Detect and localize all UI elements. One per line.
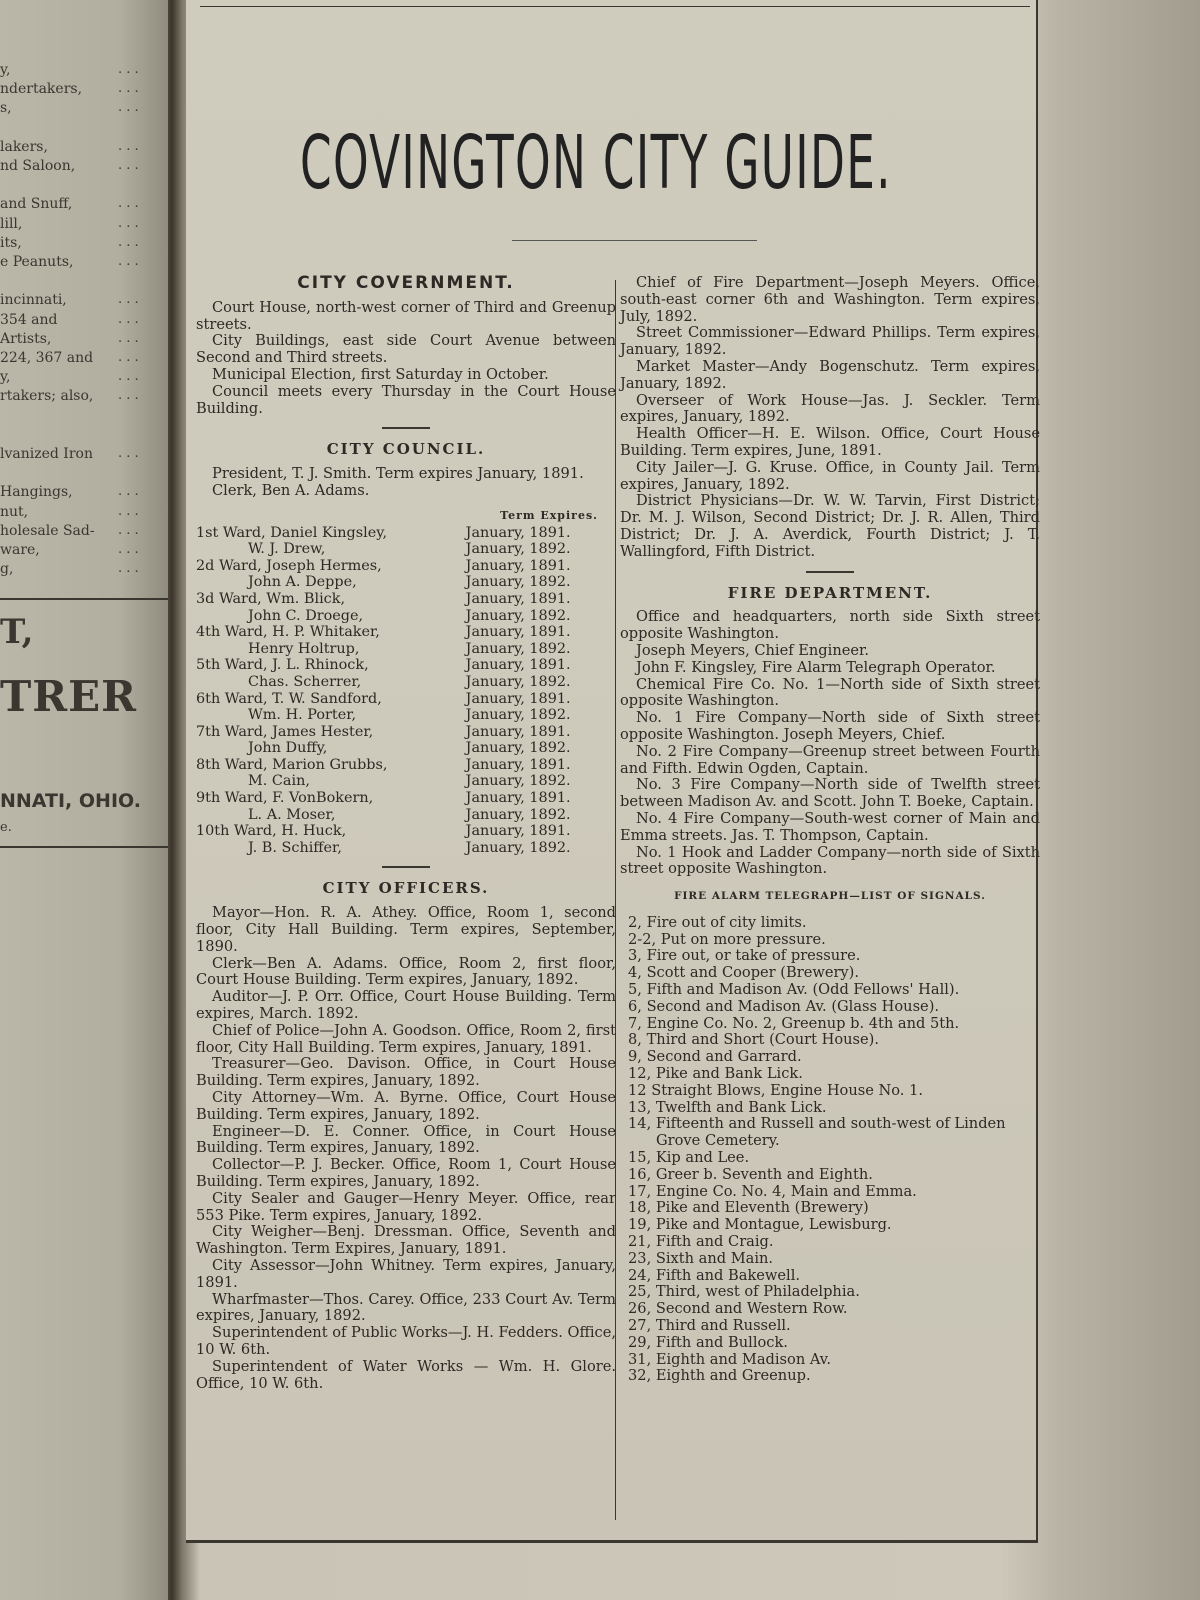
alarm-signal: 15, Kip and Lee. (628, 1149, 750, 1167)
council-term: January, 1891. (465, 557, 571, 574)
alarm-signal: 14, Fifteenth and Russell and south-west of Linden Grove Cemetery. (628, 1115, 1006, 1150)
alarm-signal: 31, Eighth and Madison Av. (628, 1350, 831, 1368)
council-term: January, 1891. (465, 690, 571, 707)
left-page-leader: . . . (118, 215, 139, 231)
council-term: January, 1892. (465, 541, 571, 558)
left-page-leader: . . . (118, 446, 139, 461)
left-page-line: nd Saloon, (0, 158, 76, 174)
left-page-line: incinnati, (0, 292, 67, 309)
section-rule-2 (382, 866, 430, 868)
council-row (196, 773, 612, 790)
left-page-leader: . . . (118, 484, 139, 500)
council-term: January, 1892. (465, 806, 571, 823)
alarm-signal: 26, Second and Western Row. (628, 1300, 848, 1318)
officer-entry: City Sealer and Gauger—Henry Meyer. Office, rear 553 Pike. Term expires, January, 1892. (196, 1189, 616, 1224)
left-page-line: lill, (0, 215, 23, 232)
officer-entry: Clerk—Ben A. Adams. Office, Room 2, first floor, Court House Building. Term expires, January, 1892. (196, 954, 616, 989)
alarm-signal: 29, Fifth and Bullock. (628, 1333, 788, 1351)
left-page-leader: . . . (118, 561, 139, 577)
council-member: W. J. Drew, (248, 541, 326, 558)
city-officers-heading: CITY OFFICERS. (322, 879, 490, 898)
council-row (196, 624, 612, 641)
council-term: January, 1892. (465, 640, 571, 657)
officer-entry: Chief of Police—John A. Goodson. Office, Room 2, first floor, City Hall Building. Term expires, January, 1891. (196, 1021, 616, 1056)
fire-department-entry: Chemical Fire Co. No. 1—North side of Sixth street opposite Washington. (620, 675, 1040, 710)
council-term: January, 1891. (465, 790, 571, 807)
council-row (196, 691, 612, 708)
council-row (196, 591, 612, 608)
left-page-leader: . . . (118, 292, 139, 308)
alarm-signal: 13, Twelfth and Bank Lick. (628, 1098, 827, 1116)
alarm-signal: 25, Third, west of Philadelphia. (628, 1283, 860, 1301)
left-page-line: lvanized Iron (0, 446, 93, 462)
council-row (196, 840, 612, 857)
section-rule (382, 427, 430, 429)
right-officers-list (620, 275, 1040, 561)
right-column (620, 275, 1040, 1385)
alarm-signal: 17, Engine Co. No. 4, Main and Emma. (628, 1182, 917, 1200)
left-page-line: and Snuff, (0, 196, 73, 213)
council-term: January, 1891. (465, 756, 571, 773)
alarm-signal: 2-2, Put on more pressure. (628, 930, 826, 948)
left-page-line: 354 and (0, 311, 58, 328)
alarm-signal: 6, Second and Madison Av. (Glass House). (628, 997, 940, 1015)
government-paragraph: Municipal Election, first Saturday in October. (212, 365, 549, 383)
left-page-leader: . . . (118, 254, 139, 269)
left-page-line: y, (0, 62, 11, 78)
council-row (196, 657, 612, 674)
left-page-line: 224, 367 and (0, 350, 94, 366)
council-term: January, 1891. (465, 590, 571, 607)
officer-entry: Chief of Fire Department—Joseph Meyers. Office, south-east corner 6th and Washington. Term expires, July, 1892. (620, 274, 1040, 325)
left-page-leader: . . . (118, 369, 139, 385)
fire-department-entry: Office and headquarters, north side Sixth street opposite Washington. (620, 608, 1040, 643)
alarm-signal: 18, Pike and Eleventh (Brewery) (628, 1199, 869, 1217)
left-page-leader: . . . (118, 81, 139, 97)
alarm-signal: 19, Pike and Montague, Lewisburg. (628, 1216, 892, 1234)
council-member: Wm. H. Porter, (248, 707, 357, 724)
page-title: COVINGTON CITY GUIDE. (300, 120, 892, 206)
left-column (196, 275, 616, 1392)
government-paragraph: City Buildings, east side Court Avenue between Second and Third streets. (196, 332, 616, 367)
top-rule (200, 6, 1030, 7)
left-page-line: g, (0, 561, 14, 578)
alarm-signal: 21, Fifth and Craig. (628, 1233, 774, 1251)
council-row (196, 541, 612, 558)
alarm-signal: 32, Eighth and Greenup. (628, 1367, 811, 1385)
officer-entry: Overseer of Work House—Jas. J. Seckler. Term expires, January, 1892. (620, 391, 1040, 426)
fire-department-entry: No. 1 Hook and Ladder Company—north side of Sixth street opposite Washington. (620, 843, 1040, 878)
officer-entry: City Attorney—Wm. A. Byrne. Office, Court House Building. Term expires, January, 1892. (196, 1089, 616, 1123)
council-term: January, 1892. (465, 740, 571, 757)
alarm-signal: 12 Straight Blows, Engine House No. 1. (628, 1081, 924, 1099)
left-page-line: ndertakers, (0, 81, 83, 98)
alarm-signal: 23, Sixth and Main. (628, 1249, 774, 1267)
fire-alarm-heading: FIRE ALARM TELEGRAPH—LIST OF SIGNALS. (674, 890, 986, 903)
left-page-leader: . . . (118, 522, 139, 538)
officer-entry: Superintendent of Water Works — Wm. H. Glore. Office, 10 W. 6th. (196, 1357, 616, 1392)
council-member: 10th Ward, H. Huck, (196, 823, 347, 840)
council-member: Henry Holtrup, (248, 640, 360, 657)
council-member: 9th Ward, F. VonBokern, (196, 790, 374, 807)
council-member: 4th Ward, H. P. Whitaker, (196, 624, 380, 641)
alarm-signal: 9, Second and Garrard. (628, 1048, 802, 1066)
alarm-signal: 3, Fire out, or take of pressure. (628, 947, 861, 965)
officer-entry: Market Master—Andy Bogenschutz. Term expires, January, 1892. (620, 357, 1040, 392)
council-row (196, 574, 612, 591)
alarm-signal: 8, Third and Short (Court House). (628, 1031, 879, 1049)
council-member: 3d Ward, Wm. Blick, (196, 590, 346, 607)
left-page-leader: . . . (118, 330, 139, 346)
council-member: Chas. Scherrer, (248, 673, 362, 690)
officer-entry: City Weigher—Benj. Dressman. Office, Seventh and Washington. Term Expires, January, 1891. (196, 1223, 616, 1258)
fire-department-entry: No. 2 Fire Company—Greenup street between Fourth and Fifth. Edwin Ogden, Captain. (620, 742, 1040, 777)
council-member: John Duffy, (248, 740, 328, 757)
officer-entry: Superintendent of Public Works—J. H. Fedders. Office, 10 W. 6th. (196, 1324, 616, 1358)
left-page-line: rtakers; also, (0, 388, 94, 405)
government-paragraph: Council meets every Thursday in the Court House Building. (196, 382, 616, 417)
left-page-line: its, (0, 234, 22, 251)
left-page-line: Hangings, (0, 484, 73, 501)
council-term: January, 1892. (465, 707, 571, 724)
council-member: John A. Deppe, (248, 574, 357, 591)
left-page-big-1: T, (0, 612, 34, 652)
left-page-line: e Peanuts, (0, 254, 74, 270)
officer-entry: City Assessor—John Whitney. Term expires, January, 1891. (196, 1256, 616, 1291)
officer-entry: Collector—P. J. Becker. Office, Room 1, Court House Building. Term expires, January, 1892. (196, 1156, 616, 1190)
council-member: 6th Ward, T. W. Sandford, (196, 690, 382, 707)
officer-entry: Mayor—Hon. R. A. Athey. Office, Room 1, second floor, City Hall Building. Term expires, September, 1890. (196, 904, 616, 955)
council-member: 5th Ward, J. L. Rhinock, (196, 657, 369, 674)
term-expires-header: Term Expires. (500, 508, 598, 522)
council-member: John C. Droege, (248, 607, 364, 624)
fire-department-entry: No. 4 Fire Company—South-west corner of Main and Emma streets. Jas. T. Thompson, Captain. (620, 809, 1040, 844)
title-rule (512, 240, 757, 241)
left-page-line: nut, (0, 503, 29, 520)
left-page-leader: . . . (118, 388, 139, 404)
council-member: 2d Ward, Joseph Hermes, (196, 557, 382, 574)
fire-department-list (620, 609, 1040, 878)
council-table (196, 525, 612, 857)
officer-entry: District Physicians—Dr. W. W. Tarvin, First District; Dr. M. J. Wilson, Second District; Dr. J. R. Allen, Third District; Dr. J. A. Averdick, Fourth District; J. T. Wallingford, Fifth District. (620, 492, 1040, 560)
left-page-big-2: TRER (0, 672, 138, 721)
left-page-small: e. (0, 820, 12, 835)
left-page-leader: . . . (118, 311, 139, 327)
left-page-rule (0, 598, 168, 600)
council-member: M. Cain, (248, 773, 310, 790)
council-president: President, T. J. Smith. Term expires January, 1891. (212, 465, 584, 483)
fire-department-entry: No. 1 Fire Company—North side of Sixth street opposite Washington. Joseph Meyers, Chief. (620, 709, 1040, 743)
officer-entry: Wharfmaster—Thos. Carey. Office, 233 Court Av. Term expires, January, 1892. (196, 1290, 616, 1325)
left-page-leader: . . . (118, 503, 139, 519)
alarm-signal: 24, Fifth and Bakewell. (628, 1266, 801, 1284)
council-clerk: Clerk, Ben A. Adams. (212, 481, 370, 499)
council-row (196, 757, 612, 774)
officer-entry: Auditor—J. P. Orr. Office, Court House Building. Term expires, March. 1892. (196, 988, 616, 1023)
council-term: January, 1892. (465, 773, 571, 790)
council-term: January, 1892. (465, 574, 571, 591)
section-rule-3 (806, 571, 854, 573)
council-row (196, 525, 612, 542)
council-row (196, 740, 612, 757)
left-page-leader: . . . (118, 158, 139, 173)
left-page-leader: . . . (118, 196, 139, 212)
officer-entry: Treasurer—Geo. Davison. Office, in Court House Building. Term expires, January, 1892. (196, 1055, 616, 1090)
council-term: January, 1892. (465, 607, 571, 624)
government-paragraph: Court House, north-west corner of Third and Greenup streets. (196, 298, 616, 333)
alarm-signal: 27, Third and Russell. (628, 1317, 791, 1335)
officer-entry: Street Commissioner—Edward Phillips. Term expires, January, 1892. (620, 324, 1040, 359)
council-member: J. B. Schiffer, (248, 839, 342, 856)
council-member: 1st Ward, Daniel Kingsley, (196, 524, 388, 541)
fire-department-entry: John F. Kingsley, Fire Alarm Telegraph Operator. (636, 658, 996, 676)
council-row (196, 807, 612, 824)
council-member: 8th Ward, Marion Grubbs, (196, 756, 388, 773)
council-member: L. A. Moser, (248, 806, 336, 823)
council-row (196, 641, 612, 658)
fire-department-entry: Joseph Meyers, Chief Engineer. (636, 641, 870, 659)
left-page-line: holesale Sad- (0, 522, 95, 539)
left-page-line: lakers, (0, 138, 48, 155)
council-row (196, 674, 612, 691)
left-page-leader: . . . (118, 234, 139, 250)
left-page-line: Artists, (0, 330, 52, 347)
fire-department-entry: No. 3 Fire Company—North side of Twelfth street between Madison Av. and Scott. John T. Boeke, Captain. (620, 776, 1040, 811)
left-page-leader: . . . (118, 100, 139, 116)
left-page-leader: . . . (118, 138, 139, 154)
council-term: January, 1891. (465, 723, 571, 740)
left-page-fragment (0, 0, 168, 1600)
alarm-signal: 2, Fire out of city limits. (628, 913, 807, 931)
council-row (196, 558, 612, 575)
left-page-line: y, (0, 369, 11, 386)
city-government-text (196, 300, 616, 418)
alarm-signal: 12, Pike and Bank Lick. (628, 1065, 803, 1083)
fire-alarm-signals (620, 915, 1040, 1385)
left-page-line: s, (0, 100, 12, 117)
alarm-signal: 4, Scott and Cooper (Brewery). (628, 964, 860, 982)
city-government-heading: CITY COVERNMENT. (297, 273, 515, 293)
council-row (196, 790, 612, 807)
left-page-leader: . . . (118, 62, 139, 77)
left-page-line: ware, (0, 542, 40, 558)
left-page-city: NNATI, OHIO. (0, 790, 141, 812)
fire-department-heading: FIRE DEPARTMENT. (727, 583, 933, 602)
council-row (196, 608, 612, 625)
officer-entry: Health Officer—H. E. Wilson. Office, Court House Building. Term expires, June, 1891. (620, 425, 1040, 459)
council-term: January, 1891. (465, 657, 571, 674)
council-term: January, 1891. (465, 823, 571, 840)
officer-entry: City Jailer—J. G. Kruse. Office, in County Jail. Term expires, January, 1892. (620, 458, 1040, 493)
council-row (196, 724, 612, 741)
council-term: January, 1891. (465, 524, 571, 541)
alarm-signal: 16, Greer b. Seventh and Eighth. (628, 1165, 873, 1183)
left-page-leader: . . . (118, 542, 139, 557)
left-page-rule-2 (0, 846, 168, 848)
council-row (196, 707, 612, 724)
council-row (196, 823, 612, 840)
alarm-signal: 7, Engine Co. No. 2, Greenup b. 4th and 5th. (628, 1014, 960, 1032)
city-officers-list (196, 905, 616, 1392)
council-term: January, 1891. (465, 624, 571, 641)
left-page-leader: . . . (118, 350, 139, 365)
officer-entry: Engineer—D. E. Conner. Office, in Court House Building. Term expires, January, 1892. (196, 1122, 616, 1157)
alarm-signal: 5, Fifth and Madison Av. (Odd Fellows' Hall). (628, 981, 960, 999)
council-term: January, 1892. (465, 673, 571, 690)
council-member: 7th Ward, James Hester, (196, 723, 374, 740)
city-council-heading: CITY COUNCIL. (326, 440, 486, 459)
council-term: January, 1892. (465, 839, 571, 856)
